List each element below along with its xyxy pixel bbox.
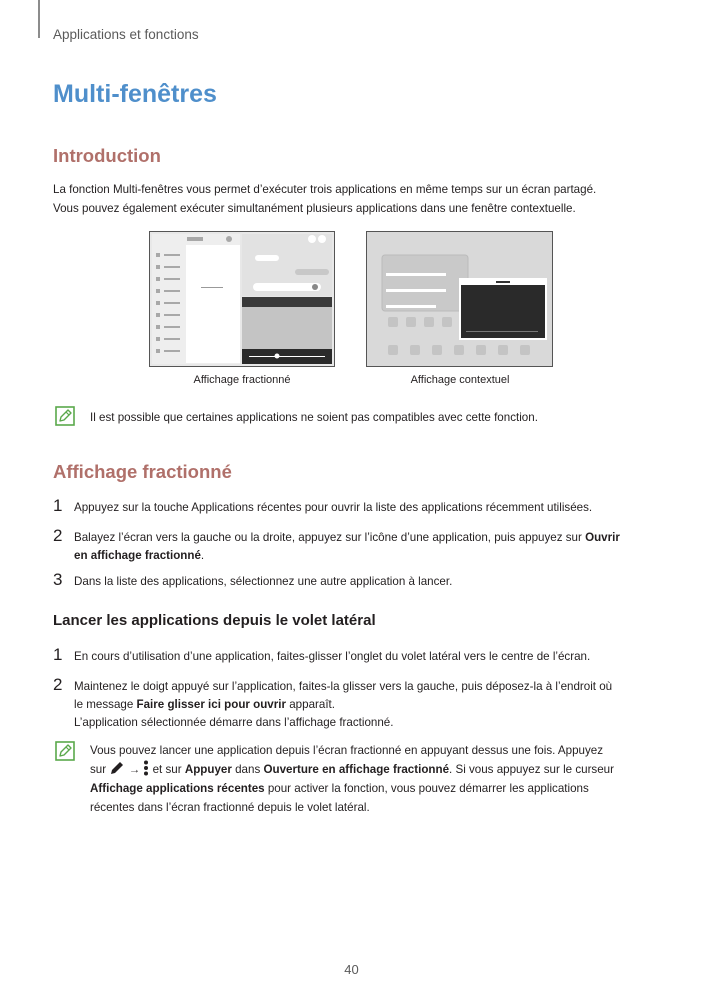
side-panel-heading: Lancer les applications depuis le volet latéral bbox=[53, 612, 376, 629]
note-pencil-icon bbox=[55, 741, 75, 761]
arrow: → bbox=[128, 763, 141, 776]
intro-text-line: Vous pouvez également exécuter simultanément plusieurs applications dans une fenêtre contextuelle. bbox=[53, 202, 576, 215]
split-screen-illustration bbox=[149, 231, 335, 367]
split-view-heading: Affichage fractionné bbox=[53, 461, 232, 482]
page-number: 40 bbox=[344, 962, 359, 977]
step-text: Appuyez sur la touche Applications récentes pour ouvrir la liste des applications récemment utilisées. bbox=[74, 501, 593, 514]
step-number: 1 bbox=[53, 496, 63, 515]
edit-icon bbox=[109, 760, 125, 776]
side-panel-note bbox=[90, 741, 655, 817]
intro-text bbox=[53, 180, 653, 218]
step-text: Dans la liste des applications, sélectionnez une autre application à lancer. bbox=[74, 575, 453, 588]
step-number: 3 bbox=[53, 570, 63, 589]
step-text: Maintenez le doigt appuyé sur l’application, faites-la glisser vers la gauche, puis déposez-la à l’endroit où le message Faire glisser ici pour ouvrir apparaît. L’application sélectionnée démarre dans l’affichage fractionné. bbox=[74, 680, 613, 729]
step-text: En cours d’utilisation d’une application, faites-glisser l’onglet du volet latéral vers le centre de l’écran. bbox=[74, 650, 591, 663]
note-line: sur → et sur Appuyer dans Ouverture en affichage fractionné. Si vous appuyez sur le curseur bbox=[90, 760, 655, 779]
header-rule bbox=[38, 0, 40, 38]
compatibility-note: Il est possible que certaines applications ne soient pas compatibles avec cette fonction. bbox=[90, 411, 538, 424]
step-text: Balayez l’écran vers la gauche ou la droite, appuyez sur l’icône d’une application, puis appuyez sur Ouvrir en affichage fractionné. bbox=[74, 531, 620, 562]
note-pencil-icon bbox=[55, 406, 75, 426]
note-line: récentes dans l’écran fractionné depuis le volet latéral. bbox=[90, 801, 370, 814]
note-line: Affichage applications récentes pour activer la fonction, vous pouvez démarrer les applications bbox=[90, 782, 589, 795]
step-number: 2 bbox=[53, 675, 63, 694]
intro-text-line: La fonction Multi-fenêtres vous permet d’exécuter trois applications en même temps sur un écran partagé. bbox=[53, 183, 597, 196]
page-title: Multi-fenêtres bbox=[53, 80, 217, 108]
popup-view-illustration bbox=[366, 231, 553, 367]
section-header: Applications et fonctions bbox=[53, 27, 199, 42]
note-line: Vous pouvez lancer une application depuis l’écran fractionné en appuyant dessus une fois. Appuyez bbox=[90, 744, 604, 757]
intro-heading: Introduction bbox=[53, 145, 161, 166]
caption-popup-view: Affichage contextuel bbox=[410, 374, 510, 386]
step-number: 2 bbox=[53, 526, 63, 545]
caption-split-view: Affichage fractionné bbox=[193, 374, 291, 386]
step-number: 1 bbox=[53, 645, 63, 664]
